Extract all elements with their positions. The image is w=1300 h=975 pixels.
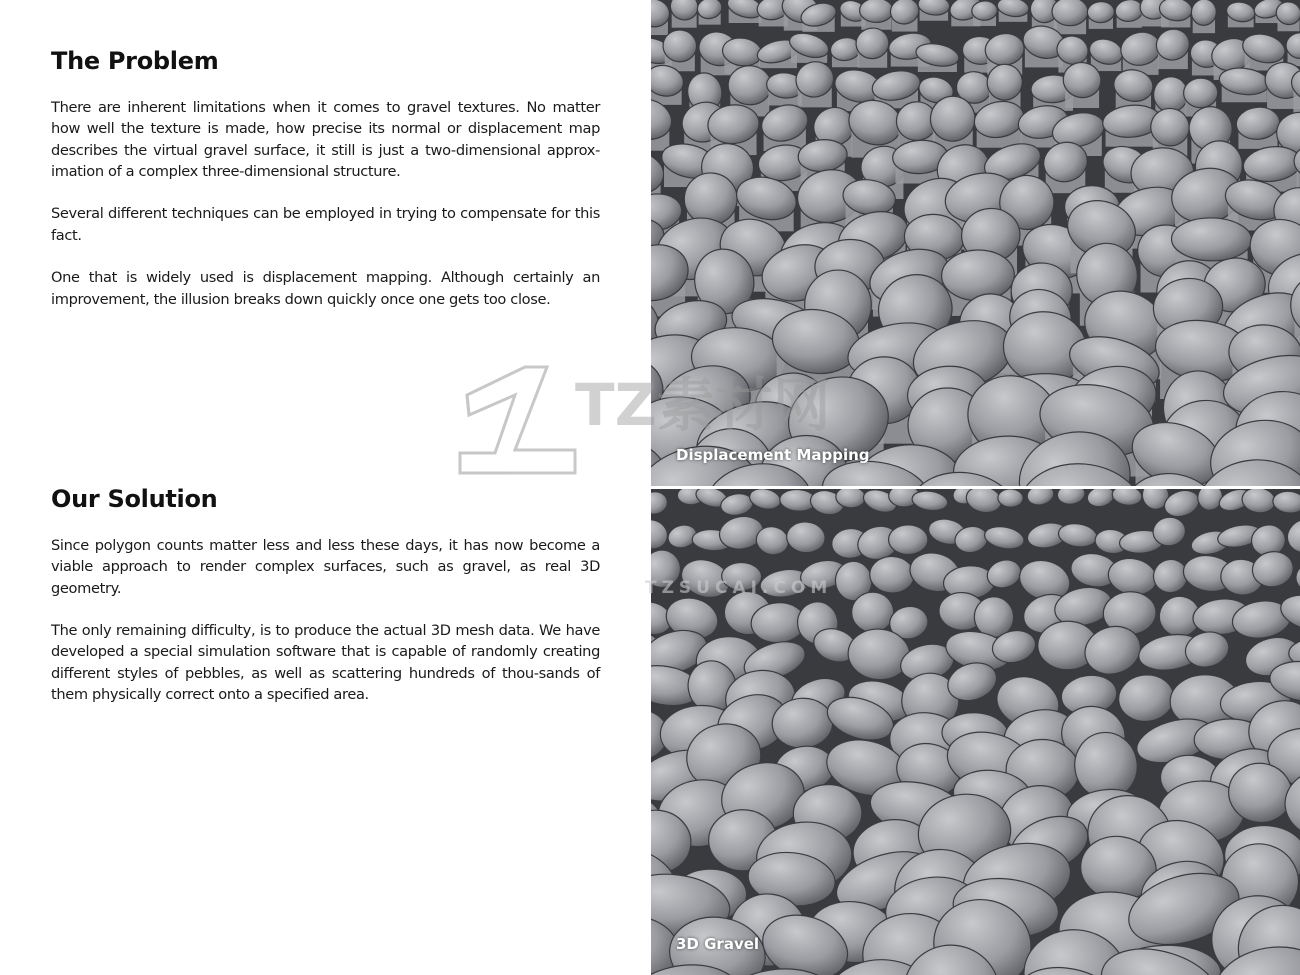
watermark-url-text: TZSUCAI.COM [645, 578, 833, 598]
solution-heading: Our Solution [51, 485, 218, 513]
displacement-mapping-photo [651, 0, 1300, 486]
solution-body [51, 535, 600, 727]
gravel-render-displacement [651, 0, 1300, 486]
3d-gravel-caption: 3D Gravel [676, 935, 760, 953]
problem-paragraph-1: There are inherent limitations when it comes to gravel textures. No matter how well the texture is made, how precise its normal or displacement map describes the virtual gravel surface, it still is just a two-dimensional approx-imation of a complex three-dimensional structure. [51, 99, 600, 180]
gravel-render-3d [651, 489, 1300, 975]
watermark-brand-text: TZ素材网 [575, 371, 831, 439]
solution-paragraph-2: The only remaining difficulty, is to produce the actual 3D mesh data. We have developed a special simulation software that is capable of randomly creating different styles of pebbles, as well as scattering hundreds of thou-sands of them physically correct onto a specified area. [51, 622, 600, 704]
problem-paragraph-3: One that is widely used is displacement mapping. Although certainly an improvement, the illusion breaks down quickly once one gets too close. [51, 269, 600, 308]
text-column [51, 0, 600, 975]
3d-gravel-photo [651, 489, 1300, 975]
solution-paragraph-1: Since polygon counts matter less and less these days, it has now become a viable approach to render complex surfaces, such as gravel, as real 3D geometry. [51, 537, 600, 597]
problem-paragraph-2: Several different techniques can be employed in trying to compensate for this fact. [51, 205, 600, 244]
displacement-mapping-caption: Displacement Mapping [676, 446, 870, 464]
problem-heading: The Problem [51, 47, 219, 75]
problem-body [51, 97, 600, 331]
